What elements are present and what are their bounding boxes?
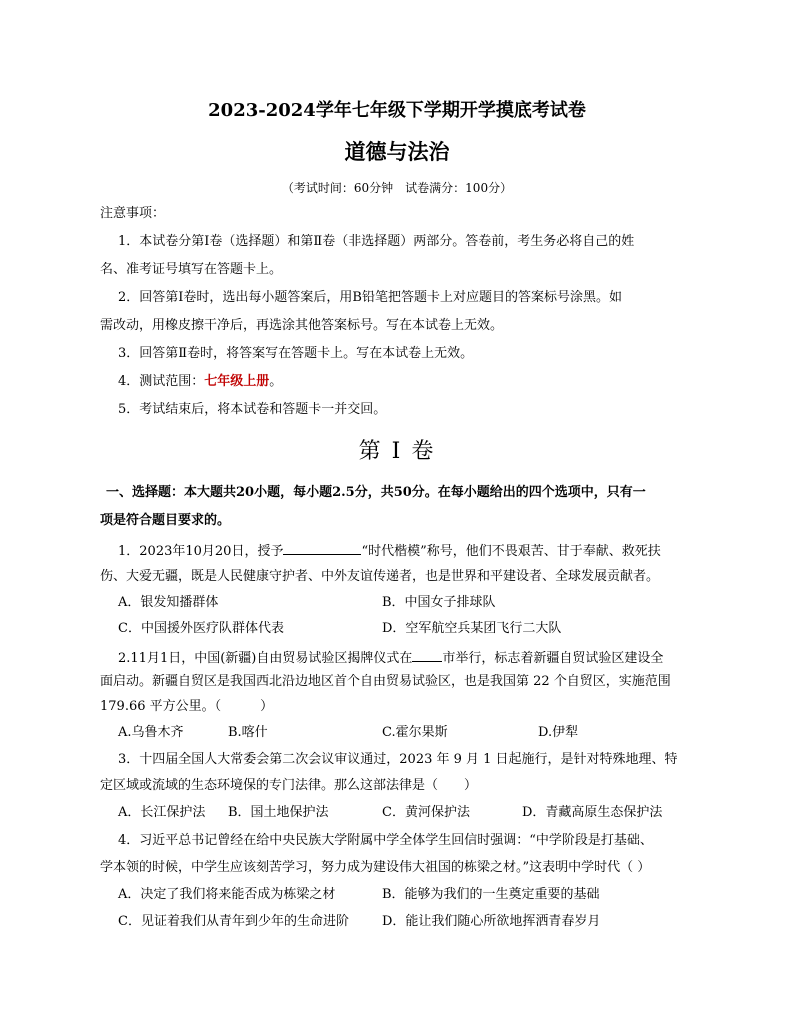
question-3-option-c: C．黄河保护法: [382, 805, 470, 820]
note-4: [118, 373, 714, 391]
question-1-line-2: 伤、大爱无疆，既是人民健康守护者、中外友谊传递者，也是世界和平建设者、全球发展贡献者。: [100, 569, 660, 584]
note-4-prefix: 4．测试范围：: [118, 374, 205, 389]
question-1-option-c: C．中国援外医疗队群体代表: [118, 621, 284, 636]
question-1-line-1: [118, 540, 714, 561]
question-1-option-b: B．中国女子排球队: [382, 595, 496, 610]
note-4-range: 七年级上册: [204, 374, 270, 389]
question-3-option-b: B．国土地保护法: [228, 805, 329, 820]
exam-title: 2023-2024学年七年级下学期开学摸底考试卷: [208, 100, 586, 121]
question-3-line-1: 3．十四届全国人大常委会第二次会议审议通过，2023 年 9 月 1 日起施行，是针对特殊地理、特: [118, 752, 678, 767]
question-2-option-d: D.伊犁: [538, 725, 579, 740]
note-2-line-2: 需改动，用橡皮擦干净后，再选涂其他答案标号。写在本试卷上无效。: [100, 318, 504, 333]
question-1-option-d: D．空军航空兵某团飞行二大队: [382, 621, 562, 636]
question-4-line-2: 学本领的时候，中学生应该刻苦学习，努力成为建设伟大祖国的栋梁之材。”这表明中学时代（ ）: [100, 860, 651, 875]
question-2-option-c: C.霍尔果斯: [382, 725, 448, 740]
question-2-line-3: 179.66 平方公里。（ ）: [100, 699, 274, 714]
note-1-line-1: 1．本试卷分第Ⅰ卷（选择题）和第Ⅱ卷（非选择题）两部分。答卷前，考生务必将自己的姓: [118, 234, 635, 249]
question-1-stem-pre: 1．2023年10月20日，授予: [118, 544, 284, 559]
subject-title: 道德与法治: [344, 139, 450, 164]
exam-info: （考试时间：60分钟 试卷满分：100分）: [281, 181, 513, 195]
question-3-option-d: D．青藏高原生态保护法: [522, 805, 663, 820]
question-2-option-b: B.喀什: [228, 725, 268, 740]
question-4-option-c: C．见证着我们从青年到少年的生命进阶: [118, 914, 349, 929]
section-1-heading-line-1: 一、选择题：本大题共20小题，每小题2.5分，共50分。在每小题给出的四个选项中，只有一: [106, 485, 646, 500]
notes-heading: 注意事项：: [100, 206, 166, 221]
question-2-line-1: [118, 647, 714, 668]
note-3: 3．回答第Ⅱ卷时，将答案写在答题卡上。写在本试卷上无效。: [118, 346, 474, 361]
note-5: 5．考试结束后，将本试卷和答题卡一并交回。: [118, 402, 387, 417]
question-4-option-b: B．能够为我们的一生奠定重要的基础: [382, 887, 600, 902]
question-2-blank: [412, 647, 442, 662]
question-4-option-d: D．能让我们随心所欲地挥洒青春岁月: [382, 914, 601, 929]
question-4-option-a: A．决定了我们将来能否成为栋梁之材: [118, 887, 336, 902]
note-1-line-2: 名、准考证号填写在答题卡上。: [100, 262, 283, 277]
question-2-option-a: A.乌鲁木齐: [118, 725, 184, 740]
question-2-stem-post: 市举行，标志着新疆自贸试验区建设全: [442, 651, 664, 666]
question-1-stem-post: “时代楷模”称号，他们不畏艰苦、甘于奉献、救死扶: [361, 544, 661, 559]
note-4-suffix: 。: [269, 374, 283, 389]
question-2-stem-pre: 2.11月1日，中国(新疆)自由贸易试验区揭牌仪式在: [118, 651, 413, 666]
question-4-line-1: 4．习近平总书记曾经在给中央民族大学附属中学全体学生回信时强调：“中学阶段是打基础、: [118, 833, 653, 848]
note-2-line-1: 2．回答第Ⅰ卷时，选出每小题答案后，用B铅笔把答题卡上对应题目的答案标号涂黑。如: [118, 290, 622, 305]
question-3-line-2: 定区域或流域的生态环境保的专门法律。那么这部法律是（ ）: [100, 778, 478, 793]
question-1-blank: [283, 540, 361, 555]
section-1-heading-line-2: 项是符合题目要求的。: [100, 513, 231, 528]
question-3-option-a: A．长江保护法: [118, 805, 206, 820]
question-1-option-a: A．银发知播群体: [118, 595, 219, 610]
section-title: 第 I 卷: [358, 439, 436, 464]
question-2-line-2: 面启动。新疆自贸区是我国西北沿边地区首个自由贸易试验区，也是我国第 22 个自贸区，实施范围: [100, 674, 671, 689]
